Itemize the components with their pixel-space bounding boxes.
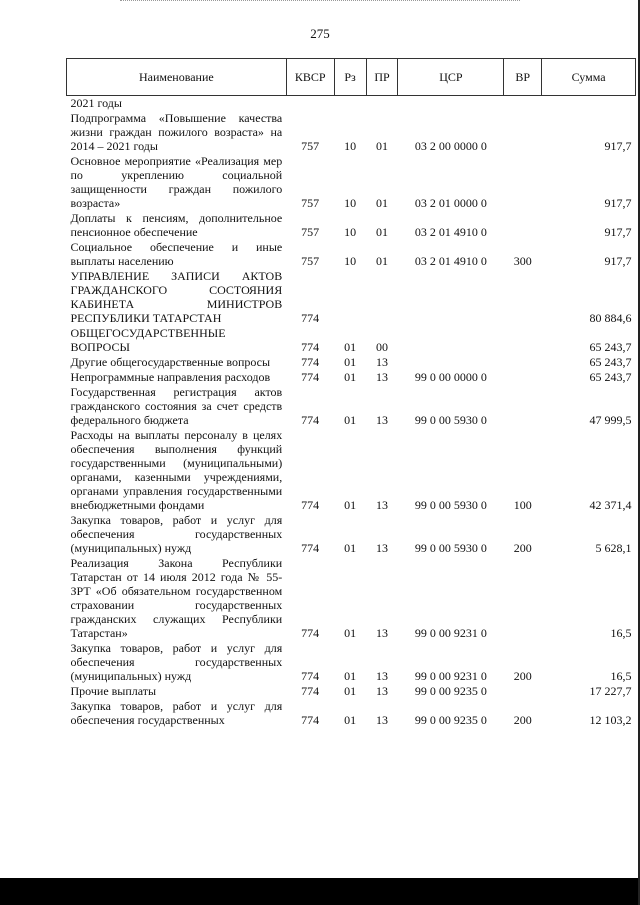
budget-table: [66, 58, 636, 728]
cell-sum: 80 884,6: [589, 311, 632, 325]
cell-rz: 01: [344, 713, 357, 727]
cell-kvsr: 774: [301, 340, 320, 354]
cell-kvsr: 774: [301, 541, 320, 555]
cell-vr: [504, 211, 542, 240]
cell-rz: 01: [344, 669, 357, 683]
cell-kvsr: 757: [301, 139, 320, 153]
cell-pr: 13: [376, 413, 388, 427]
cell-vr: 200: [513, 713, 532, 727]
cell-sum: 917,7: [604, 254, 632, 268]
table-row: [67, 385, 636, 428]
cell-csr: [398, 355, 504, 370]
cell-name: УПРАВЛЕНИЕ ЗАПИСИ АКТОВ ГРАЖДАНСКОГО СОСТОЯНИЯ КАБИНЕТА МИНИСТРОВ РЕСПУБЛИКИ ТАТАРСТАН: [70, 269, 283, 325]
scan-top-edge: [120, 0, 520, 2]
cell-kvsr: 757: [301, 225, 320, 239]
cell-rz: [334, 96, 366, 112]
cell-rz: 10: [344, 139, 357, 153]
header-sum: Сумма: [542, 59, 636, 96]
cell-kvsr: [286, 96, 334, 112]
cell-vr: [504, 111, 542, 154]
cell-csr: 99 0 00 5930 0: [414, 498, 487, 512]
cell-rz: 01: [344, 340, 357, 354]
header-rz: Рз: [334, 59, 366, 96]
cell-pr: 01: [376, 254, 388, 268]
cell-kvsr: 774: [301, 626, 320, 640]
cell-sum: 16,5: [610, 669, 632, 683]
cell-kvsr: 774: [301, 498, 320, 512]
cell-vr: [504, 385, 542, 428]
cell-name: Прочие выплаты: [70, 684, 157, 698]
cell-rz: 10: [344, 196, 357, 210]
cell-vr: 300: [513, 254, 532, 268]
table-row: [67, 154, 636, 211]
cell-kvsr: 757: [301, 254, 320, 268]
page-number: 275: [310, 26, 330, 41]
cell-csr: 03 2 01 0000 0: [414, 196, 487, 210]
cell-rz: 01: [344, 684, 357, 698]
cell-kvsr: 774: [301, 684, 320, 698]
cell-csr: [398, 269, 504, 326]
cell-pr: 13: [376, 684, 388, 698]
table-row: [67, 370, 636, 385]
cell-pr: 13: [376, 626, 388, 640]
cell-kvsr: 774: [301, 370, 320, 384]
cell-name: Непрограммные направления расходов: [70, 370, 271, 384]
table-row: [67, 211, 636, 240]
cell-sum: 65 243,7: [589, 355, 632, 369]
cell-vr: [504, 684, 542, 699]
table-row: [67, 556, 636, 641]
cell-sum: 65 243,7: [589, 340, 632, 354]
header-pr: ПР: [366, 59, 398, 96]
cell-kvsr: 774: [301, 311, 320, 325]
cell-pr: 13: [376, 498, 388, 512]
cell-vr: [504, 269, 542, 326]
cell-rz: 01: [344, 498, 357, 512]
table-row: [67, 428, 636, 513]
cell-sum: 65 243,7: [589, 370, 632, 384]
table-row: [67, 269, 636, 326]
cell-sum: 917,7: [604, 225, 632, 239]
cell-vr: [504, 326, 542, 355]
cell-pr: 01: [376, 225, 388, 239]
cell-kvsr: 774: [301, 355, 320, 369]
cell-rz: 10: [344, 225, 357, 239]
cell-rz: [334, 269, 366, 326]
cell-name: Реализация Закона Республики Татарстан от 14 июля 2012 года № 55-ЗРТ «Об обязательном государственном страховании государственных гражданских служащих Республики Татарстан»: [70, 556, 283, 640]
cell-sum: 12 103,2: [589, 713, 632, 727]
cell-sum: 17 227,7: [589, 684, 632, 698]
table-header-row: [67, 59, 636, 96]
cell-sum: [542, 96, 636, 112]
cell-pr: 13: [376, 669, 388, 683]
cell-pr: 01: [376, 196, 388, 210]
cell-csr: 03 2 01 4910 0: [414, 254, 487, 268]
table-row: [67, 355, 636, 370]
cell-csr: [398, 326, 504, 355]
cell-rz: 01: [344, 355, 357, 369]
cell-name: Закупка товаров, работ и услуг для обеспечения государственных (муниципальных) нужд: [70, 641, 283, 683]
cell-name: Государственная регистрация актов гражданского состояния за счет средств федерального бюджета: [70, 385, 283, 427]
cell-csr: 99 0 00 9235 0: [414, 684, 487, 698]
cell-name: Другие общегосударственные вопросы: [70, 355, 271, 369]
cell-vr: 100: [513, 498, 532, 512]
cell-csr: 99 0 00 0000 0: [414, 370, 487, 384]
cell-pr: 13: [376, 370, 388, 384]
table-row: [67, 96, 636, 112]
cell-csr: 99 0 00 9231 0: [414, 626, 487, 640]
table-row: [67, 111, 636, 154]
cell-rz: 01: [344, 413, 357, 427]
table-row: [67, 326, 636, 355]
cell-kvsr: 774: [301, 669, 320, 683]
table-row: [67, 684, 636, 699]
cell-sum: 917,7: [604, 139, 632, 153]
cell-sum: 917,7: [604, 196, 632, 210]
cell-pr: 00: [376, 340, 388, 354]
header-name: Наименование: [67, 59, 287, 96]
cell-csr: 99 0 00 9235 0: [414, 713, 487, 727]
cell-csr: [398, 96, 504, 112]
table-row: [67, 240, 636, 269]
cell-name: Основное мероприятие «Реализация мер по укреплению социальной защищенности граждан пожилого возраста»: [70, 154, 283, 210]
cell-pr: 13: [376, 541, 388, 555]
cell-vr: [504, 154, 542, 211]
cell-pr: 13: [376, 713, 388, 727]
cell-pr: [366, 269, 398, 326]
cell-vr: 200: [513, 669, 532, 683]
cell-csr: 03 2 01 4910 0: [414, 225, 487, 239]
cell-name: Доплаты к пенсиям, дополнительное пенсионное обеспечение: [70, 211, 283, 239]
cell-vr: [504, 96, 542, 112]
table-row: [67, 699, 636, 728]
cell-name: 2021 годы: [70, 96, 122, 110]
cell-name: Социальное обеспечение и иные выплаты населению: [70, 240, 283, 268]
cell-pr: 13: [376, 355, 388, 369]
cell-csr: 99 0 00 9231 0: [414, 669, 487, 683]
cell-vr: [504, 370, 542, 385]
cell-name: Подпрограмма «Повышение качества жизни граждан пожилого возраста» на 2014 – 2021 годы: [70, 111, 283, 153]
cell-vr: 200: [513, 541, 532, 555]
cell-vr: [504, 355, 542, 370]
cell-pr: [366, 96, 398, 112]
cell-rz: 10: [344, 254, 357, 268]
cell-rz: 01: [344, 370, 357, 384]
cell-sum: 5 628,1: [595, 541, 632, 555]
header-csr: ЦСР: [398, 59, 504, 96]
cell-sum: 47 999,5: [589, 413, 632, 427]
header-kvsr: КВСР: [286, 59, 334, 96]
cell-sum: 16,5: [610, 626, 632, 640]
scan-bottom-band: [0, 878, 640, 905]
cell-kvsr: 757: [301, 196, 320, 210]
cell-rz: 01: [344, 541, 357, 555]
cell-kvsr: 774: [301, 713, 320, 727]
cell-rz: 01: [344, 626, 357, 640]
cell-kvsr: 774: [301, 413, 320, 427]
cell-csr: 99 0 00 5930 0: [414, 541, 487, 555]
table-row: [67, 641, 636, 684]
cell-csr: 03 2 00 0000 0: [414, 139, 487, 153]
cell-pr: 01: [376, 139, 388, 153]
cell-sum: 42 371,4: [589, 498, 632, 512]
cell-name: Закупка товаров, работ и услуг для обеспечения государственных (муниципальных) нужд: [70, 513, 283, 555]
cell-vr: [504, 556, 542, 641]
cell-name: ОБЩЕГОСУДАРСТВЕННЫЕ ВОПРОСЫ: [70, 326, 226, 354]
table-row: [67, 513, 636, 556]
cell-csr: 99 0 00 5930 0: [414, 413, 487, 427]
cell-name: Расходы на выплаты персоналу в целях обеспечения выполнения функций государственными (муниципальными) органами, казенными учреждениями, органами управления государственными внебюджетными фондами: [70, 428, 283, 512]
cell-name: Закупка товаров, работ и услуг для обеспечения государственных: [70, 699, 283, 727]
header-vr: ВР: [504, 59, 542, 96]
